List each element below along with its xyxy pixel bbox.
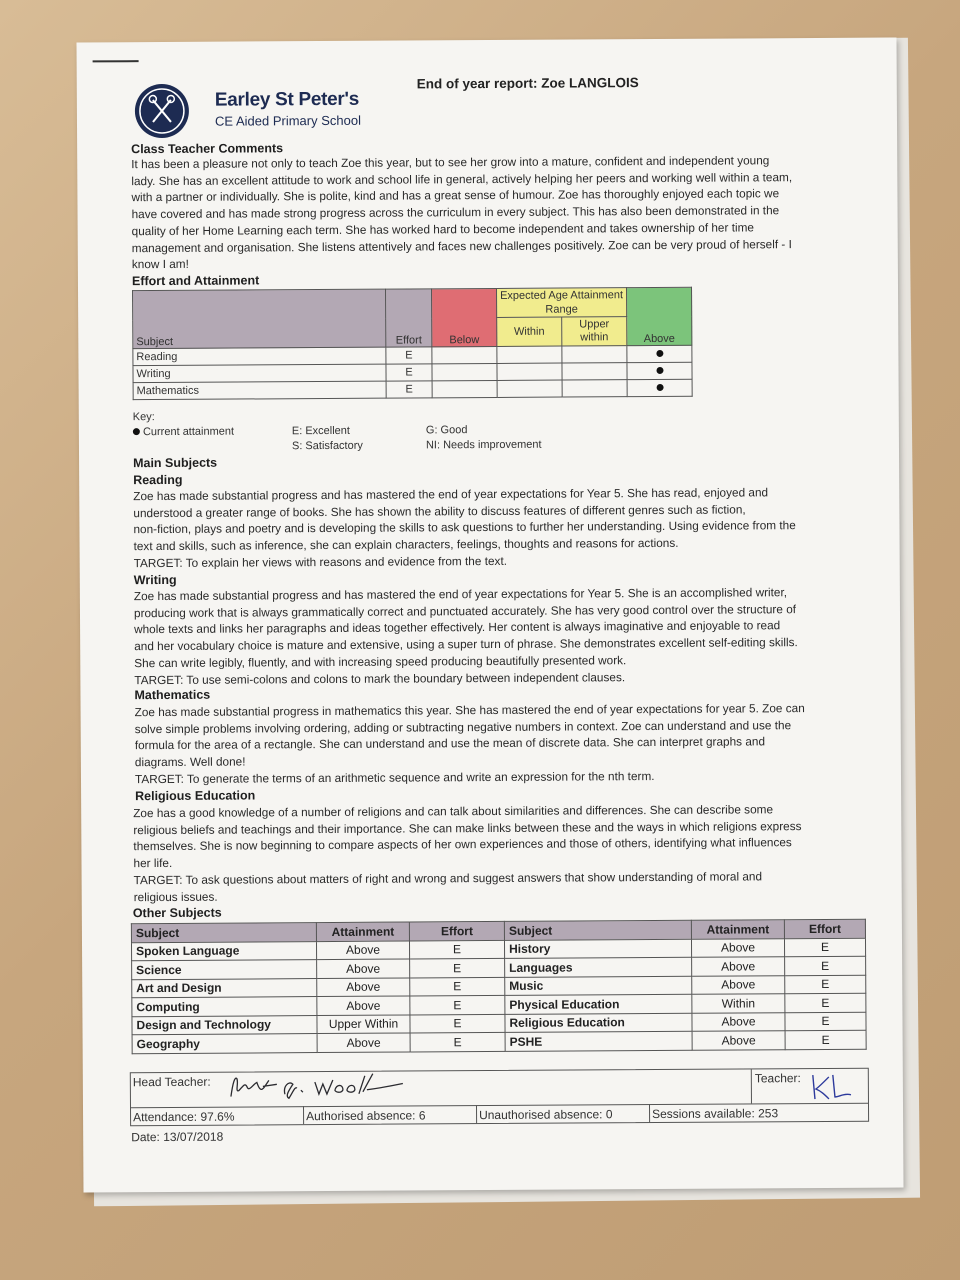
- ea-col-within: Within: [497, 317, 562, 346]
- ea-col-expected: Expected Age Attainment Range: [497, 288, 627, 318]
- school-subtitle: CE Aided Primary School: [214, 112, 361, 129]
- mathematics-text: Zoe has made substantial progress in mathematics this year. She has mastered the end of year expectations for year 5. Zoe can solve simple problems involving ordering, adding or subtracting negative numbers in context. Zoe can understand and use the formula for the area of a rectangle. She can understand and use the mean of discrete data. She can interpret graphs and diagrams. Well done! TARGET: To generate the terms of an arithmetic sequence and write an expression for the nth term.: [134, 701, 805, 786]
- ea-effort: E: [386, 364, 432, 381]
- table-row: Spoken Language Above E History Above E: [131, 938, 865, 961]
- key-satisfactory: S: Satisfactory: [291, 439, 363, 453]
- table-row: Art and Design Above E Music Above E: [132, 975, 866, 998]
- head-teacher-signature: [223, 1071, 413, 1105]
- ea-subject: Mathematics: [133, 381, 386, 400]
- table-row: Science Above E Languages Above E: [132, 956, 866, 979]
- comment-line: know I am!: [131, 257, 189, 272]
- mathematics-heading: Mathematics: [134, 687, 211, 703]
- class-teacher-heading: Class Teacher Comments: [131, 141, 284, 157]
- comment-line: have covered and has made strong progress across the curriculum in every subject. This has also been demonstrated in the: [131, 203, 780, 222]
- bullet-dot-icon: [133, 428, 140, 435]
- effort-attainment-heading: Effort and Attainment: [131, 273, 260, 289]
- sessions-available: Sessions available: 253: [652, 1106, 779, 1122]
- key-current: Current attainment: [133, 426, 234, 439]
- other-subjects-table: Subject Attainment Effort Subject Attainment Effort Spoken Language Above E History Above E Science Above E Languages Above E Art and Design Above E Music Above E Computing Above E Physical Education Within E Design and Technology Upper Within E Religious Education Above E Geography Above E PSHE Above E: [131, 919, 867, 1054]
- report-page: [76, 38, 903, 1193]
- attainment-dot-icon: [656, 367, 663, 374]
- comment-line: lady. She has an excellent attitude to work and school life in general, actively helping her peers and working well within a team,: [131, 169, 793, 188]
- school-name: Earley St Peter's: [214, 88, 360, 111]
- ea-effort: E: [386, 381, 432, 398]
- report-date: Date: 13/07/2018: [131, 1129, 224, 1145]
- ea-col-upper-within: Upper within: [562, 317, 627, 346]
- crest-icon: [135, 84, 189, 138]
- authorised-absence: Authorised absence: 6: [306, 1108, 426, 1124]
- ea-subject: Writing: [133, 364, 386, 383]
- table-row: Design and Technology Upper Within E Religious Education Above E: [132, 1012, 866, 1035]
- signature-box: [130, 1068, 869, 1127]
- reading-heading: Reading: [133, 472, 183, 488]
- attainment-dot-icon: [656, 384, 663, 391]
- re-text: Zoe has a good knowledge of a number of religions and can talk about similarities and differences. She can describe some religious beliefs and teachings and their importance. She can make links between these and the ways in which religions express themselves. She is now beginning to compare aspects of her own experiences and those of others, identifying what influences her life. TARGET: To ask questions about matters of right and wrong and suggest answers that show understanding of moral and religious issues.: [133, 802, 802, 904]
- comment-line: management and organisation. She listens attentively and faces new challenges positively. Zoe can be very proud of herself - I: [131, 236, 792, 255]
- writing-text: Zoe has made substantial progress and has mastered the end of year expectations for Year 5. She is an accomplished writer, producing work that is always grammatically correct and punctuated accurately. She has very good control over the structure of whole texts and links her paragraphs and ideas together effectively. Her content is always imaginative and enjoyable to read and her vocabulary choice is mature and extensive, using a super turn of phrase. She demonstrates excellent self-editing skills. She can write legibly, fluently, and with increasing speed producing beautifully presented work. TARGET: To use semi-colons and colons to mark the boundary between independent clauses.: [133, 585, 798, 687]
- ea-row: [133, 379, 692, 399]
- effort-attainment-table: [132, 287, 693, 400]
- ea-col-below: Below: [432, 288, 497, 346]
- key-excellent: E: Excellent: [291, 424, 351, 438]
- teacher-label: Teacher:: [754, 1071, 801, 1086]
- table-row: Geography Above E PSHE Above E: [132, 1030, 866, 1053]
- table-row: Computing Above E Physical Education Within E: [132, 993, 866, 1016]
- key-good: G: Good: [425, 424, 468, 437]
- re-heading: Religious Education: [135, 788, 256, 804]
- report-title: End of year report: Zoe LANGLOIS: [416, 75, 639, 92]
- head-teacher-label: Head Teacher:: [132, 1074, 211, 1090]
- teacher-signature: [807, 1071, 863, 1104]
- writing-heading: Writing: [133, 572, 177, 588]
- key-label: Key:: [132, 411, 155, 424]
- ea-col-subject: Subject: [133, 289, 386, 349]
- unauthorised-absence: Unauthorised absence: 0: [479, 1107, 613, 1123]
- ea-effort: E: [386, 347, 432, 364]
- school-logo: [135, 83, 375, 140]
- attainment-dot-icon: [656, 350, 663, 357]
- reading-text: Zoe has made substantial progress and has mastered the end of year expectations for Year 5. She has read, enjoyed and understood a greater range of books. She has shown the ability to discuss features of different genres such as fiction, non-fiction, plays and poetry and is developing the skills to ask questions to further her understanding. Using evidence from the text and skills, such as inference, she can explain characters, feelings, thoughts and reasons for actions. TARGET: To explain her views with reasons and evidence from the text.: [133, 485, 796, 570]
- class-teacher-comments: [131, 152, 792, 273]
- main-subjects-heading: Main Subjects: [133, 455, 218, 471]
- comment-line: with a partner or individually. She is polite, kind and has a great sense of humour. Zoe has thoroughly enjoyed each topic we: [131, 186, 780, 205]
- key-needs-improvement: NI: Needs improvement: [425, 438, 542, 452]
- other-subjects-heading: Other Subjects: [132, 905, 222, 921]
- ea-col-effort: Effort: [386, 289, 432, 347]
- ea-col-above: Above: [627, 287, 692, 345]
- attendance: Attendance: 97.6%: [133, 1109, 235, 1125]
- comment-line: It has been a pleasure not only to teach Zoe this year, but to see her grow into a mature, confident and independent young: [131, 153, 770, 172]
- ea-subject: Reading: [133, 347, 386, 366]
- comment-line: quality of her Home Learning each term. She has worked hard to become independent and takes ownership of her time: [131, 220, 755, 238]
- staple-mark: [93, 60, 139, 62]
